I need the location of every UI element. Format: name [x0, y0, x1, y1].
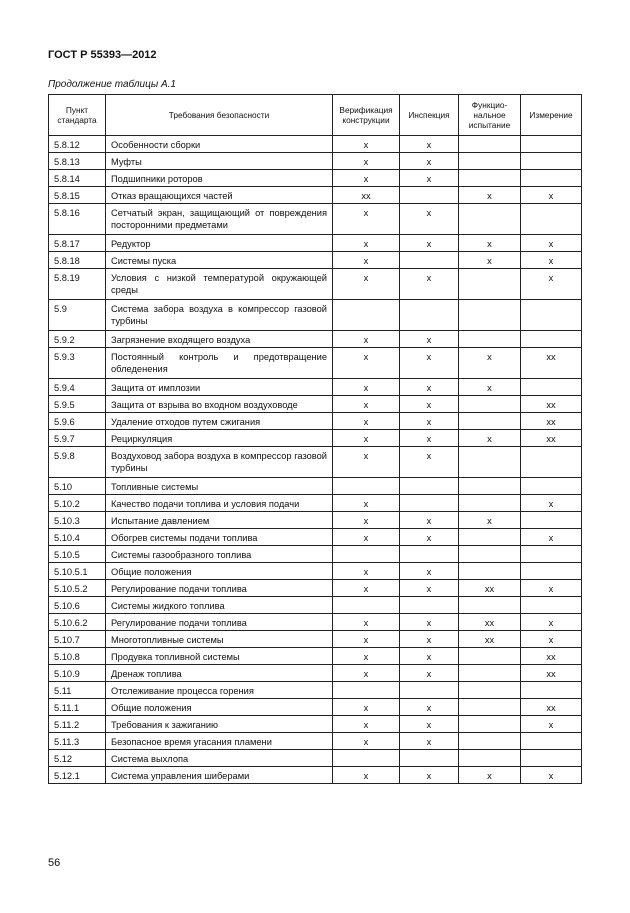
- inspection-mark: x: [400, 716, 459, 733]
- design-verification-mark: x: [333, 665, 400, 682]
- measurement-mark: [521, 478, 582, 495]
- table-row: [49, 767, 582, 784]
- table-row: [49, 699, 582, 716]
- inspection-mark: x: [400, 733, 459, 750]
- design-verification-mark: x: [333, 529, 400, 546]
- clause-number: 5.10.7: [49, 631, 106, 648]
- functional-test-mark: [459, 495, 521, 512]
- functional-test-mark: [459, 396, 521, 413]
- functional-test-mark: x: [459, 512, 521, 529]
- measurement-mark: xx: [521, 648, 582, 665]
- clause-number: 5.10.5.2: [49, 580, 106, 597]
- requirement-text: Регулирование подачи топлива: [106, 614, 333, 631]
- table-row: [49, 648, 582, 665]
- measurement-mark: x: [521, 580, 582, 597]
- requirement-text: Дренаж топлива: [106, 665, 333, 682]
- table-row: [49, 204, 582, 235]
- measurement-mark: [521, 563, 582, 580]
- clause-number: 5.8.13: [49, 153, 106, 170]
- inspection-mark: [400, 478, 459, 495]
- table-body: [49, 136, 582, 784]
- design-verification-mark: [333, 300, 400, 331]
- inspection-mark: x: [400, 430, 459, 447]
- design-verification-mark: x: [333, 331, 400, 348]
- table-row: [49, 348, 582, 379]
- measurement-mark: [521, 750, 582, 767]
- clause-number: 5.8.16: [49, 204, 106, 235]
- clause-number: 5.10.8: [49, 648, 106, 665]
- table-row: [49, 447, 582, 478]
- design-verification-mark: x: [333, 170, 400, 187]
- measurement-mark: x: [521, 716, 582, 733]
- inspection-mark: x: [400, 136, 459, 153]
- measurement-mark: [521, 331, 582, 348]
- functional-test-mark: x: [459, 187, 521, 204]
- design-verification-mark: x: [333, 580, 400, 597]
- design-verification-mark: x: [333, 153, 400, 170]
- measurement-mark: x: [521, 269, 582, 300]
- design-verification-mark: x: [333, 512, 400, 529]
- col-header-measurement: Измерение: [521, 95, 582, 136]
- requirement-text: Топливные системы: [106, 478, 333, 495]
- page-number: 56: [48, 857, 61, 869]
- table-row: [49, 733, 582, 750]
- design-verification-mark: x: [333, 699, 400, 716]
- functional-test-mark: [459, 153, 521, 170]
- functional-test-mark: [459, 597, 521, 614]
- table-row: [49, 665, 582, 682]
- requirement-text: Подшипники роторов: [106, 170, 333, 187]
- inspection-mark: x: [400, 512, 459, 529]
- functional-test-mark: [459, 204, 521, 235]
- measurement-mark: x: [521, 767, 582, 784]
- inspection-mark: x: [400, 396, 459, 413]
- requirement-text: Многотопливные системы: [106, 631, 333, 648]
- design-verification-mark: x: [333, 733, 400, 750]
- requirement-text: Система забора воздуха в компрессор газовой турбины: [106, 300, 333, 331]
- clause-number: 5.9: [49, 300, 106, 331]
- measurement-mark: [521, 447, 582, 478]
- functional-test-mark: xx: [459, 631, 521, 648]
- clause-number: 5.8.18: [49, 252, 106, 269]
- inspection-mark: x: [400, 614, 459, 631]
- design-verification-mark: [333, 682, 400, 699]
- table-row: [49, 269, 582, 300]
- functional-test-mark: [459, 733, 521, 750]
- table-row: [49, 300, 582, 331]
- table-row: [49, 495, 582, 512]
- clause-number: 5.11.1: [49, 699, 106, 716]
- inspection-mark: x: [400, 447, 459, 478]
- clause-number: 5.11: [49, 682, 106, 699]
- table-row: [49, 153, 582, 170]
- inspection-mark: x: [400, 699, 459, 716]
- col-header-requirements: Требования безопасности: [106, 95, 333, 136]
- requirement-text: Условия с низкой температурой окружающей среды: [106, 269, 333, 300]
- measurement-mark: x: [521, 187, 582, 204]
- design-verification-mark: [333, 546, 400, 563]
- table-caption: Продолжение таблицы А.1: [48, 79, 176, 90]
- inspection-mark: x: [400, 269, 459, 300]
- requirement-text: Качество подачи топлива и условия подачи: [106, 495, 333, 512]
- inspection-mark: [400, 750, 459, 767]
- design-verification-mark: x: [333, 396, 400, 413]
- functional-test-mark: [459, 546, 521, 563]
- table-row: [49, 187, 582, 204]
- clause-number: 5.9.8: [49, 447, 106, 478]
- requirement-text: Отслеживание процесса горения: [106, 682, 333, 699]
- inspection-mark: x: [400, 204, 459, 235]
- inspection-mark: x: [400, 379, 459, 396]
- clause-number: 5.8.19: [49, 269, 106, 300]
- design-verification-mark: [333, 478, 400, 495]
- measurement-mark: xx: [521, 699, 582, 716]
- design-verification-mark: [333, 597, 400, 614]
- requirement-text: Воздуховод забора воздуха в компрессор газовой турбины: [106, 447, 333, 478]
- table-row: [49, 631, 582, 648]
- design-verification-mark: [333, 750, 400, 767]
- col-header-inspection: Инспекция: [400, 95, 459, 136]
- design-verification-mark: x: [333, 614, 400, 631]
- table-row: [49, 235, 582, 252]
- table-row: [49, 170, 582, 187]
- clause-number: 5.9.2: [49, 331, 106, 348]
- table-row: [49, 597, 582, 614]
- measurement-mark: [521, 733, 582, 750]
- table-row: [49, 716, 582, 733]
- requirement-text: Муфты: [106, 153, 333, 170]
- clause-number: 5.10.2: [49, 495, 106, 512]
- functional-test-mark: [459, 529, 521, 546]
- design-verification-mark: x: [333, 631, 400, 648]
- requirement-text: Обогрев системы подачи топлива: [106, 529, 333, 546]
- measurement-mark: [521, 682, 582, 699]
- table-header-row: [49, 95, 582, 136]
- table-row: [49, 252, 582, 269]
- functional-test-mark: xx: [459, 580, 521, 597]
- measurement-mark: x: [521, 529, 582, 546]
- inspection-mark: x: [400, 665, 459, 682]
- inspection-mark: x: [400, 153, 459, 170]
- clause-number: 5.11.3: [49, 733, 106, 750]
- design-verification-mark: x: [333, 269, 400, 300]
- functional-test-mark: [459, 699, 521, 716]
- measurement-mark: [521, 512, 582, 529]
- functional-test-mark: [459, 331, 521, 348]
- functional-test-mark: x: [459, 235, 521, 252]
- requirement-text: Особенности сборки: [106, 136, 333, 153]
- requirement-text: Системы пуска: [106, 252, 333, 269]
- design-verification-mark: x: [333, 252, 400, 269]
- functional-test-mark: [459, 478, 521, 495]
- requirement-text: Постоянный контроль и предотвращение обледенения: [106, 348, 333, 379]
- measurement-mark: xx: [521, 665, 582, 682]
- functional-test-mark: [459, 563, 521, 580]
- inspection-mark: x: [400, 413, 459, 430]
- inspection-mark: x: [400, 631, 459, 648]
- requirement-text: Редуктор: [106, 235, 333, 252]
- design-verification-mark: x: [333, 495, 400, 512]
- table-row: [49, 478, 582, 495]
- table-row: [49, 512, 582, 529]
- table-row: [49, 580, 582, 597]
- measurement-mark: xx: [521, 348, 582, 379]
- inspection-mark: x: [400, 170, 459, 187]
- clause-number: 5.10.9: [49, 665, 106, 682]
- requirement-text: Регулирование подачи топлива: [106, 580, 333, 597]
- design-verification-mark: x: [333, 204, 400, 235]
- functional-test-mark: [459, 136, 521, 153]
- measurement-mark: x: [521, 235, 582, 252]
- design-verification-mark: x: [333, 413, 400, 430]
- col-header-functional-test: Функцио-нальное испытание: [459, 95, 521, 136]
- functional-test-mark: [459, 682, 521, 699]
- design-verification-mark: x: [333, 379, 400, 396]
- clause-number: 5.10.3: [49, 512, 106, 529]
- clause-number: 5.8.15: [49, 187, 106, 204]
- measurement-mark: x: [521, 631, 582, 648]
- functional-test-mark: x: [459, 430, 521, 447]
- functional-test-mark: [459, 300, 521, 331]
- clause-number: 5.9.6: [49, 413, 106, 430]
- measurement-mark: xx: [521, 413, 582, 430]
- measurement-mark: [521, 546, 582, 563]
- functional-test-mark: x: [459, 348, 521, 379]
- clause-number: 5.8.14: [49, 170, 106, 187]
- inspection-mark: x: [400, 235, 459, 252]
- design-verification-mark: x: [333, 430, 400, 447]
- functional-test-mark: [459, 269, 521, 300]
- inspection-mark: [400, 597, 459, 614]
- design-verification-mark: xx: [333, 187, 400, 204]
- inspection-mark: [400, 546, 459, 563]
- table-row: [49, 529, 582, 546]
- design-verification-mark: x: [333, 447, 400, 478]
- design-verification-mark: x: [333, 563, 400, 580]
- clause-number: 5.10.4: [49, 529, 106, 546]
- requirement-text: Защита от имплозии: [106, 379, 333, 396]
- table-row: [49, 331, 582, 348]
- measurement-mark: [521, 170, 582, 187]
- col-header-design-verification: Верификация конструкции: [333, 95, 400, 136]
- requirement-text: Общие положения: [106, 699, 333, 716]
- requirement-text: Защита от взрыва во входном воздуховоде: [106, 396, 333, 413]
- inspection-mark: [400, 495, 459, 512]
- table-row: [49, 546, 582, 563]
- requirement-text: Системы жидкого топлива: [106, 597, 333, 614]
- measurement-mark: [521, 153, 582, 170]
- requirement-text: Система управления шиберами: [106, 767, 333, 784]
- design-verification-mark: x: [333, 648, 400, 665]
- inspection-mark: x: [400, 529, 459, 546]
- measurement-mark: [521, 136, 582, 153]
- measurement-mark: x: [521, 495, 582, 512]
- requirement-text: Удаление отходов путем сжигания: [106, 413, 333, 430]
- inspection-mark: x: [400, 331, 459, 348]
- design-verification-mark: x: [333, 136, 400, 153]
- measurement-mark: xx: [521, 396, 582, 413]
- table-row: [49, 136, 582, 153]
- clause-number: 5.10.6: [49, 597, 106, 614]
- document-header: ГОСТ Р 55393—2012: [48, 49, 157, 61]
- clause-number: 5.10: [49, 478, 106, 495]
- inspection-mark: [400, 252, 459, 269]
- table-row: [49, 614, 582, 631]
- inspection-mark: x: [400, 648, 459, 665]
- inspection-mark: x: [400, 580, 459, 597]
- functional-test-mark: [459, 447, 521, 478]
- measurement-mark: [521, 300, 582, 331]
- clause-number: 5.9.7: [49, 430, 106, 447]
- functional-test-mark: [459, 413, 521, 430]
- clause-number: 5.11.2: [49, 716, 106, 733]
- inspection-mark: [400, 300, 459, 331]
- functional-test-mark: [459, 750, 521, 767]
- clause-number: 5.12: [49, 750, 106, 767]
- clause-number: 5.12.1: [49, 767, 106, 784]
- requirement-text: Испытание давлением: [106, 512, 333, 529]
- functional-test-mark: [459, 648, 521, 665]
- clause-number: 5.10.5.1: [49, 563, 106, 580]
- functional-test-mark: x: [459, 767, 521, 784]
- clause-number: 5.10.6.2: [49, 614, 106, 631]
- safety-requirements-table: [48, 94, 582, 784]
- functional-test-mark: [459, 665, 521, 682]
- functional-test-mark: xx: [459, 614, 521, 631]
- functional-test-mark: x: [459, 252, 521, 269]
- table-row: [49, 563, 582, 580]
- functional-test-mark: [459, 170, 521, 187]
- clause-number: 5.9.3: [49, 348, 106, 379]
- design-verification-mark: x: [333, 767, 400, 784]
- inspection-mark: [400, 682, 459, 699]
- design-verification-mark: x: [333, 716, 400, 733]
- measurement-mark: xx: [521, 430, 582, 447]
- inspection-mark: x: [400, 767, 459, 784]
- design-verification-mark: x: [333, 235, 400, 252]
- requirement-text: Требования к зажиганию: [106, 716, 333, 733]
- requirement-text: Общие положения: [106, 563, 333, 580]
- table-row: [49, 750, 582, 767]
- clause-number: 5.9.4: [49, 379, 106, 396]
- inspection-mark: x: [400, 348, 459, 379]
- table-row: [49, 379, 582, 396]
- functional-test-mark: x: [459, 379, 521, 396]
- table-row: [49, 682, 582, 699]
- measurement-mark: [521, 204, 582, 235]
- measurement-mark: [521, 379, 582, 396]
- measurement-mark: [521, 597, 582, 614]
- measurement-mark: x: [521, 252, 582, 269]
- functional-test-mark: [459, 716, 521, 733]
- requirement-text: Система выхлопа: [106, 750, 333, 767]
- requirement-text: Безопасное время угасания пламени: [106, 733, 333, 750]
- clause-number: 5.8.12: [49, 136, 106, 153]
- requirement-text: Загрязнение входящего воздуха: [106, 331, 333, 348]
- table-row: [49, 413, 582, 430]
- requirement-text: Системы газообразного топлива: [106, 546, 333, 563]
- design-verification-mark: x: [333, 348, 400, 379]
- measurement-mark: x: [521, 614, 582, 631]
- inspection-mark: [400, 187, 459, 204]
- clause-number: 5.10.5: [49, 546, 106, 563]
- col-header-clause: Пункт стандарта: [49, 95, 106, 136]
- table-row: [49, 396, 582, 413]
- requirement-text: Рециркуляция: [106, 430, 333, 447]
- requirement-text: Сетчатый экран, защищающий от повреждения посторонними предметами: [106, 204, 333, 235]
- inspection-mark: x: [400, 563, 459, 580]
- requirement-text: Продувка топливной системы: [106, 648, 333, 665]
- requirement-text: Отказ вращающихся частей: [106, 187, 333, 204]
- clause-number: 5.9.5: [49, 396, 106, 413]
- clause-number: 5.8.17: [49, 235, 106, 252]
- table-row: [49, 430, 582, 447]
